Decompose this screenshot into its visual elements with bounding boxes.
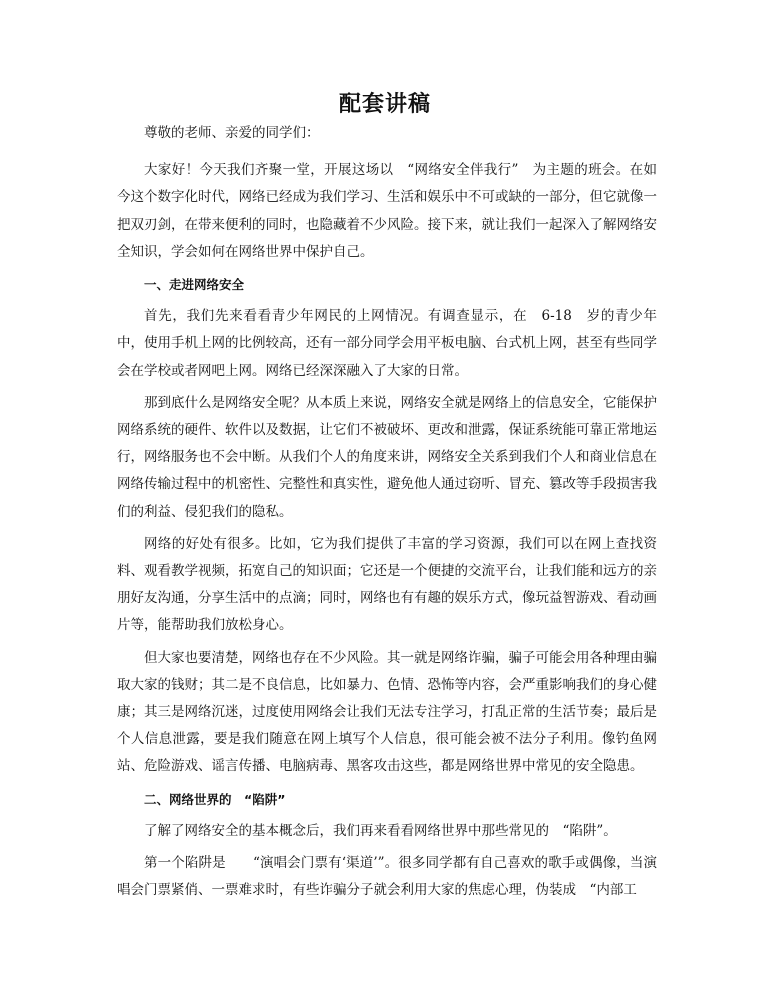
- salutation: 尊敬的老师、亲爱的同学们：: [144, 125, 320, 141]
- document-title: 配套讲稿: [338, 91, 431, 117]
- document-body: [117, 120, 657, 909]
- paragraph-intro: 大家好！今天我们齐聚一堂，开展这场以 “网络安全伴我行” 为主题的班会。在如今这个数字化时代，网络已经成为我们学习、生活和娱乐中不可或缺的一部分，但它就像一把双刃剑，在带来便利的同时，也隐藏着不少风险。接下来，就让我们一起深入了解网络安全知识，学会如何在网络世界中保护自己。: [117, 162, 657, 260]
- paragraph: 但大家也要清楚，网络也存在不少风险。其一就是网络诈骗，骗子可能会用各种理由骗取大家的钱财；其二是不良信息，比如暴力、色情、恐怖等内容，会严重影响我们的身心健康；其三是网络沉迷，过度使用网络会让我们无法专注学习，打乱正常的生活节奏；最后是个人信息泄露，要是我们随意在网上填写个人信息，很可能会被不法分子利用。像钓鱼网站、危险游戏、谣言传播、电脑病毒、黑客攻击这些，都是网络世界中常见的安全隐患。: [117, 649, 657, 775]
- paragraph: 首先，我们先来看看青少年网民的上网情况。有调查显示，在 6-18 岁的青少年中，使用手机上网的比例较高，还有一部分同学会用平板电脑、台式机上网，甚至有些同学会在学校或者网吧上网。网络已经深深融入了大家的日常。: [117, 308, 657, 379]
- paragraph: 第一个陷阱是 “演唱会门票有‘渠道’”。很多同学都有自己喜欢的歌手或偶像，当演唱会门票紧俏、一票难求时，有些诈骗分子就会利用大家的焦虑心理，伪装成 “内部工: [117, 855, 657, 899]
- paragraph: 那到底什么是网络安全呢？从本质上来说，网络安全就是网络上的信息安全，它能保护网络系统的硬件、软件以及数据，让它们不被破坏、更改和泄露，保证系统能可靠正常地运行，网络服务也不会中断。从我们个人的角度来讲，网络安全关系到我们个人和商业信息在网络传输过程中的机密性、完整性和真实性，避免他人通过窃听、冒充、篡改等手段损害我们的利益、侵犯我们的隐私。: [117, 394, 657, 520]
- paragraph: 了解了网络安全的基本概念后，我们再来看看网络世界中那些常见的 “陷阱”。: [144, 822, 617, 839]
- paragraph: 网络的好处有很多。比如，它为我们提供了丰富的学习资源，我们可以在网上查找资料、观看教学视频，拓宽自己的知识面；它还是一个便捷的交流平台，让我们能和远方的亲朋好友沟通，分享生活中的点滴；同时，网络也有有趣的娱乐方式，像玩益智游戏、看动画片等，能帮助我们放松身心。: [117, 535, 657, 634]
- section-heading-1: 一、走进网络安全: [144, 277, 245, 293]
- section-heading-2: 二、网络世界的 “陷阱”: [144, 791, 286, 807]
